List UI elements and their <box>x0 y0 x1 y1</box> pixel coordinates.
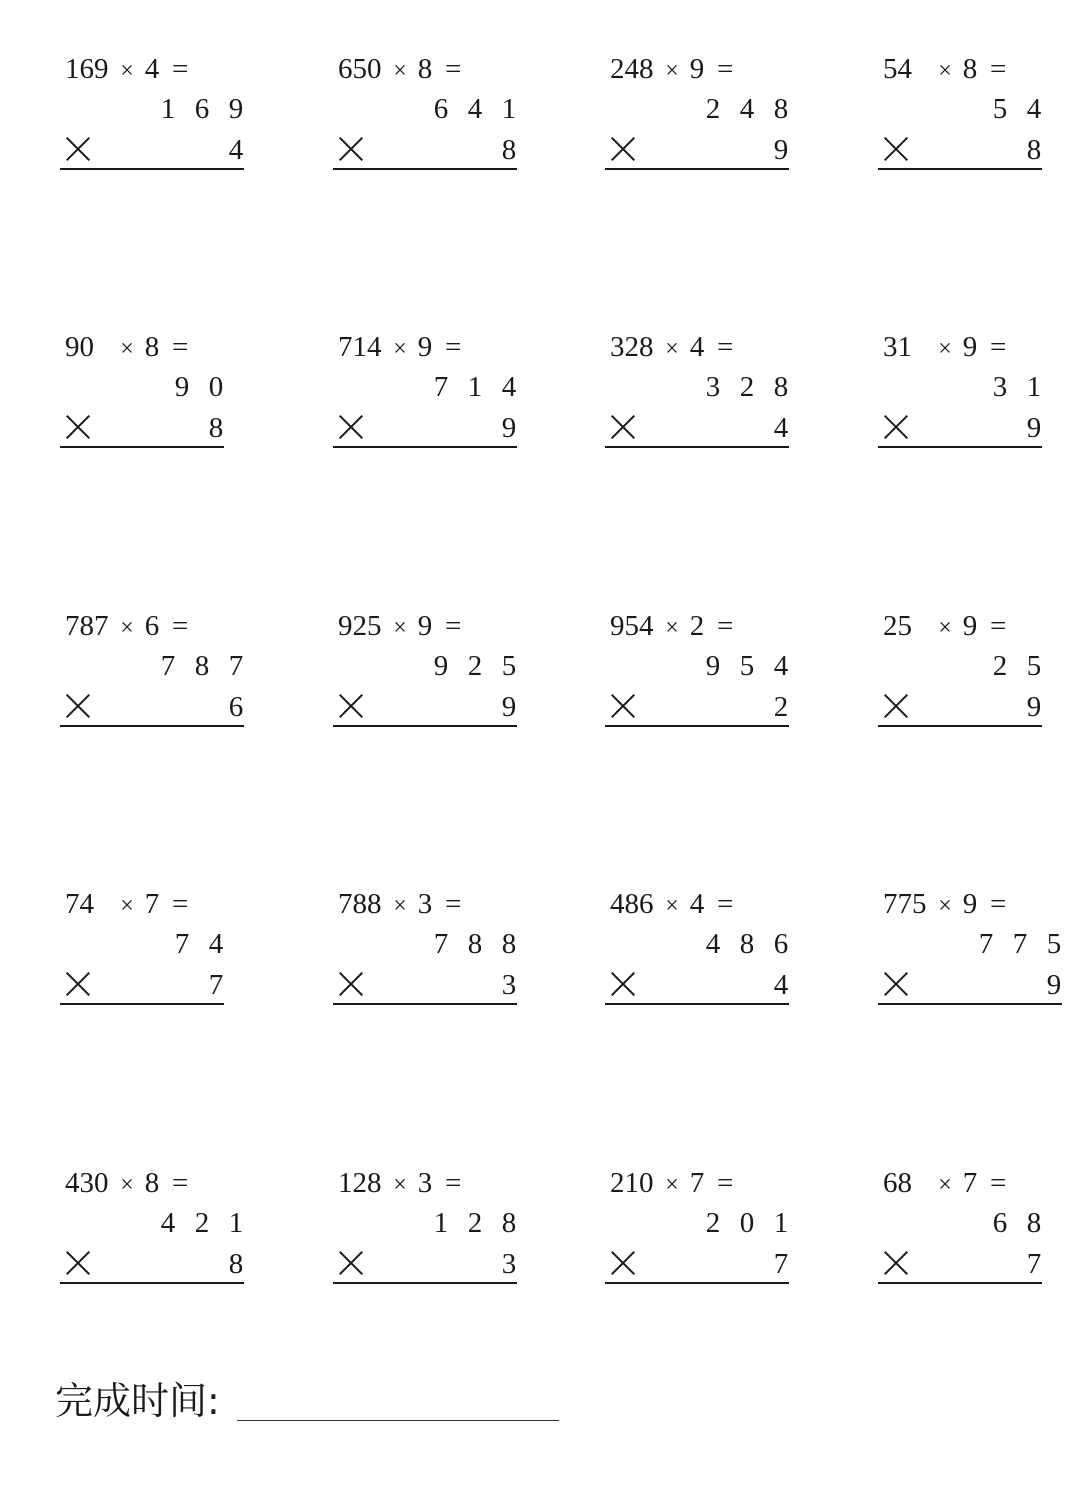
multiplier-digit: 3 <box>501 1248 517 1280</box>
top-digit: 2 <box>992 650 1008 682</box>
multiplier-digit: 9 <box>1026 412 1042 444</box>
top-digit: 4 <box>501 371 517 403</box>
times-symbol: × <box>120 58 134 84</box>
equation-operand-b: 9 <box>417 331 433 363</box>
top-digit: 9 <box>705 650 721 682</box>
problem-6 <box>333 330 533 450</box>
equation <box>883 330 1006 366</box>
equals-symbol: = <box>990 1167 1007 1199</box>
times-symbol: × <box>938 58 952 84</box>
equation <box>610 1166 733 1202</box>
equals-symbol: = <box>172 610 189 642</box>
equation-operand-a: 68 <box>883 1167 912 1199</box>
equation-operand-b: 9 <box>689 53 705 85</box>
top-digit: 8 <box>739 928 755 960</box>
vertical-multiplier-row <box>605 1247 805 1281</box>
equation-operand-b: 3 <box>417 1167 433 1199</box>
top-digit: 2 <box>467 1207 483 1239</box>
problem-4 <box>878 52 1078 172</box>
top-digit: 2 <box>705 1207 721 1239</box>
multiplier-digit: 8 <box>208 412 224 444</box>
times-symbol: × <box>120 615 134 641</box>
vertical-top-number <box>60 92 260 126</box>
vertical-multiplier-row <box>60 690 260 724</box>
answer-underline <box>333 725 517 727</box>
times-symbol: × <box>120 1172 134 1198</box>
problem-13 <box>60 887 260 1007</box>
times-symbol: × <box>393 615 407 641</box>
top-digit: 0 <box>739 1207 755 1239</box>
top-digit: 5 <box>1046 928 1062 960</box>
times-symbol: × <box>393 58 407 84</box>
top-digit: 7 <box>978 928 994 960</box>
equation <box>338 887 461 923</box>
equation <box>610 887 733 923</box>
equals-symbol: = <box>445 610 462 642</box>
answer-underline <box>333 168 517 170</box>
top-digit: 3 <box>705 371 721 403</box>
vertical-multiplier-row <box>878 411 1078 445</box>
equals-symbol: = <box>172 53 189 85</box>
top-digit: 0 <box>208 371 224 403</box>
top-digit: 1 <box>433 1207 449 1239</box>
equation-operand-b: 8 <box>417 53 433 85</box>
problem-17 <box>60 1166 260 1286</box>
equation-operand-a: 650 <box>338 53 382 85</box>
vertical-top-number <box>605 92 805 126</box>
answer-underline <box>605 1003 789 1005</box>
top-digit: 8 <box>501 928 517 960</box>
answer-underline <box>878 446 1042 448</box>
vertical-multiplier-row <box>333 1247 533 1281</box>
equation-operand-b: 7 <box>144 888 160 920</box>
equation <box>65 609 188 645</box>
top-digit: 9 <box>228 93 244 125</box>
times-symbol: × <box>393 1172 407 1198</box>
equation-operand-a: 328 <box>610 331 654 363</box>
top-digit: 8 <box>467 928 483 960</box>
top-digit: 2 <box>467 650 483 682</box>
vertical-top-number <box>333 927 533 961</box>
multiplier-digit: 7 <box>208 969 224 1001</box>
completion-time-label: 完成时间: <box>55 1379 220 1423</box>
equation-operand-b: 8 <box>144 1167 160 1199</box>
equals-symbol: = <box>717 610 734 642</box>
vertical-top-number <box>878 927 1078 961</box>
top-digit: 6 <box>433 93 449 125</box>
equation-operand-b: 9 <box>962 610 978 642</box>
top-digit: 1 <box>501 93 517 125</box>
completion-time-blank-line <box>237 1420 559 1421</box>
times-symbol: × <box>665 336 679 362</box>
answer-underline <box>60 1282 244 1284</box>
equation-operand-b: 9 <box>417 610 433 642</box>
problem-9 <box>60 609 260 729</box>
multiplier-digit: 6 <box>228 691 244 723</box>
equation-operand-a: 25 <box>883 610 912 642</box>
equation-operand-a: 788 <box>338 888 382 920</box>
problem-16 <box>878 887 1078 1007</box>
vertical-top-number <box>60 927 260 961</box>
answer-underline <box>333 1003 517 1005</box>
answer-underline <box>60 168 244 170</box>
top-digit: 5 <box>501 650 517 682</box>
vertical-multiplier-row <box>60 968 260 1002</box>
vertical-top-number <box>878 92 1078 126</box>
equation-operand-a: 430 <box>65 1167 109 1199</box>
equation <box>883 609 1006 645</box>
times-symbol: × <box>938 1172 952 1198</box>
equation-operand-a: 925 <box>338 610 382 642</box>
equation-operand-b: 4 <box>689 331 705 363</box>
top-digit: 5 <box>739 650 755 682</box>
answer-underline <box>878 725 1042 727</box>
vertical-top-number <box>878 370 1078 404</box>
top-digit: 4 <box>739 93 755 125</box>
equals-symbol: = <box>445 1167 462 1199</box>
equation-operand-b: 4 <box>689 888 705 920</box>
equation-operand-a: 74 <box>65 888 94 920</box>
top-digit: 8 <box>194 650 210 682</box>
vertical-multiplier-row <box>333 411 533 445</box>
problem-8 <box>878 330 1078 450</box>
vertical-top-number <box>60 649 260 683</box>
top-digit: 4 <box>1026 93 1042 125</box>
top-digit: 3 <box>992 371 1008 403</box>
vertical-multiplier-row <box>60 133 260 167</box>
equation <box>338 330 461 366</box>
problem-2 <box>333 52 533 172</box>
problem-19 <box>605 1166 805 1286</box>
equation <box>610 330 733 366</box>
problem-11 <box>605 609 805 729</box>
top-digit: 1 <box>773 1207 789 1239</box>
vertical-multiplier-row <box>605 133 805 167</box>
equation <box>65 330 188 366</box>
answer-underline <box>605 725 789 727</box>
equation <box>338 52 461 88</box>
times-symbol: × <box>120 893 134 919</box>
equation-operand-a: 128 <box>338 1167 382 1199</box>
answer-underline <box>878 1003 1062 1005</box>
top-digit: 7 <box>160 650 176 682</box>
vertical-multiplier-row <box>60 411 260 445</box>
equation-operand-a: 31 <box>883 331 912 363</box>
vertical-top-number <box>333 1206 533 1240</box>
problem-12 <box>878 609 1078 729</box>
equation <box>338 609 461 645</box>
times-symbol: × <box>665 893 679 919</box>
equation-operand-a: 714 <box>338 331 382 363</box>
multiplier-digit: 9 <box>501 691 517 723</box>
vertical-multiplier-row <box>333 968 533 1002</box>
vertical-multiplier-row <box>878 690 1078 724</box>
multiplier-digit: 9 <box>1026 691 1042 723</box>
answer-underline <box>878 168 1042 170</box>
top-digit: 9 <box>433 650 449 682</box>
equation-operand-a: 248 <box>610 53 654 85</box>
times-symbol: × <box>393 336 407 362</box>
problem-18 <box>333 1166 533 1286</box>
vertical-top-number <box>878 1206 1078 1240</box>
equation-operand-a: 90 <box>65 331 94 363</box>
top-digit: 7 <box>1012 928 1028 960</box>
problem-3 <box>605 52 805 172</box>
equation <box>65 52 188 88</box>
top-digit: 1 <box>228 1207 244 1239</box>
top-digit: 7 <box>433 928 449 960</box>
equation-operand-a: 486 <box>610 888 654 920</box>
equation <box>65 1166 188 1202</box>
answer-underline <box>605 1282 789 1284</box>
equation-operand-a: 210 <box>610 1167 654 1199</box>
vertical-top-number <box>605 370 805 404</box>
vertical-top-number <box>605 649 805 683</box>
top-digit: 8 <box>1026 1207 1042 1239</box>
top-digit: 6 <box>773 928 789 960</box>
vertical-top-number <box>605 927 805 961</box>
multiplier-digit: 4 <box>773 412 789 444</box>
top-digit: 5 <box>992 93 1008 125</box>
equation-operand-a: 169 <box>65 53 109 85</box>
top-digit: 2 <box>739 371 755 403</box>
equals-symbol: = <box>717 53 734 85</box>
multiplier-digit: 3 <box>501 969 517 1001</box>
times-symbol: × <box>120 336 134 362</box>
answer-underline <box>878 1282 1042 1284</box>
equals-symbol: = <box>717 888 734 920</box>
answer-underline <box>333 1282 517 1284</box>
equals-symbol: = <box>445 53 462 85</box>
problem-15 <box>605 887 805 1007</box>
equation <box>610 52 733 88</box>
top-digit: 4 <box>705 928 721 960</box>
equation <box>338 1166 461 1202</box>
times-symbol: × <box>938 893 952 919</box>
times-symbol: × <box>938 336 952 362</box>
equation-operand-a: 954 <box>610 610 654 642</box>
answer-underline <box>60 725 244 727</box>
equals-symbol: = <box>990 888 1007 920</box>
multiplier-digit: 7 <box>1026 1248 1042 1280</box>
top-digit: 1 <box>160 93 176 125</box>
vertical-top-number <box>60 370 260 404</box>
equals-symbol: = <box>172 331 189 363</box>
top-digit: 7 <box>433 371 449 403</box>
top-digit: 7 <box>174 928 190 960</box>
top-digit: 4 <box>773 650 789 682</box>
equals-symbol: = <box>172 1167 189 1199</box>
vertical-top-number <box>60 1206 260 1240</box>
vertical-top-number <box>878 649 1078 683</box>
equation-operand-b: 7 <box>689 1167 705 1199</box>
equals-symbol: = <box>990 331 1007 363</box>
vertical-top-number <box>333 370 533 404</box>
top-digit: 4 <box>467 93 483 125</box>
equation-operand-b: 6 <box>144 610 160 642</box>
vertical-multiplier-row <box>878 1247 1078 1281</box>
times-symbol: × <box>665 1172 679 1198</box>
answer-underline <box>60 1003 224 1005</box>
top-digit: 5 <box>1026 650 1042 682</box>
equation-operand-a: 775 <box>883 888 927 920</box>
answer-underline <box>605 168 789 170</box>
answer-underline <box>605 446 789 448</box>
multiplier-digit: 8 <box>228 1248 244 1280</box>
vertical-top-number <box>333 649 533 683</box>
vertical-top-number <box>605 1206 805 1240</box>
top-digit: 8 <box>501 1207 517 1239</box>
top-digit: 2 <box>194 1207 210 1239</box>
vertical-multiplier-row <box>333 690 533 724</box>
equals-symbol: = <box>445 331 462 363</box>
answer-underline <box>333 446 517 448</box>
equation <box>883 1166 1006 1202</box>
equation-operand-b: 3 <box>417 888 433 920</box>
problem-1 <box>60 52 260 172</box>
equals-symbol: = <box>717 1167 734 1199</box>
equation-operand-b: 8 <box>962 53 978 85</box>
vertical-multiplier-row <box>605 690 805 724</box>
equals-symbol: = <box>990 53 1007 85</box>
times-symbol: × <box>665 615 679 641</box>
vertical-multiplier-row <box>878 133 1078 167</box>
top-digit: 7 <box>228 650 244 682</box>
equation-operand-a: 54 <box>883 53 912 85</box>
top-digit: 6 <box>992 1207 1008 1239</box>
multiplier-digit: 7 <box>773 1248 789 1280</box>
multiplier-digit: 9 <box>1046 969 1062 1001</box>
multiplier-digit: 9 <box>501 412 517 444</box>
problem-20 <box>878 1166 1078 1286</box>
multiplier-digit: 8 <box>1026 134 1042 166</box>
equation-operand-b: 8 <box>144 331 160 363</box>
problem-10 <box>333 609 533 729</box>
problem-7 <box>605 330 805 450</box>
equals-symbol: = <box>990 610 1007 642</box>
answer-underline <box>60 446 224 448</box>
top-digit: 8 <box>773 93 789 125</box>
equation-operand-b: 9 <box>962 888 978 920</box>
top-digit: 4 <box>208 928 224 960</box>
top-digit: 8 <box>773 371 789 403</box>
top-digit: 1 <box>1026 371 1042 403</box>
top-digit: 4 <box>160 1207 176 1239</box>
problem-5 <box>60 330 260 450</box>
equation <box>610 609 733 645</box>
equation-operand-b: 2 <box>689 610 705 642</box>
equation-operand-a: 787 <box>65 610 109 642</box>
times-symbol: × <box>665 58 679 84</box>
multiplier-digit: 8 <box>501 134 517 166</box>
vertical-multiplier-row <box>605 968 805 1002</box>
multiplier-digit: 2 <box>773 691 789 723</box>
multiplier-digit: 4 <box>773 969 789 1001</box>
multiplier-digit: 9 <box>773 134 789 166</box>
top-digit: 1 <box>467 371 483 403</box>
vertical-multiplier-row <box>60 1247 260 1281</box>
equals-symbol: = <box>717 331 734 363</box>
equation-operand-b: 4 <box>144 53 160 85</box>
vertical-multiplier-row <box>333 133 533 167</box>
times-symbol: × <box>938 615 952 641</box>
problem-14 <box>333 887 533 1007</box>
top-digit: 6 <box>194 93 210 125</box>
equation <box>65 887 188 923</box>
top-digit: 9 <box>174 371 190 403</box>
equation-operand-b: 7 <box>962 1167 978 1199</box>
equals-symbol: = <box>172 888 189 920</box>
equals-symbol: = <box>445 888 462 920</box>
multiplier-digit: 4 <box>228 134 244 166</box>
vertical-multiplier-row <box>878 968 1078 1002</box>
vertical-multiplier-row <box>605 411 805 445</box>
top-digit: 2 <box>705 93 721 125</box>
times-symbol: × <box>393 893 407 919</box>
equation <box>883 52 1006 88</box>
equation <box>883 887 1006 923</box>
vertical-top-number <box>333 92 533 126</box>
equation-operand-b: 9 <box>962 331 978 363</box>
